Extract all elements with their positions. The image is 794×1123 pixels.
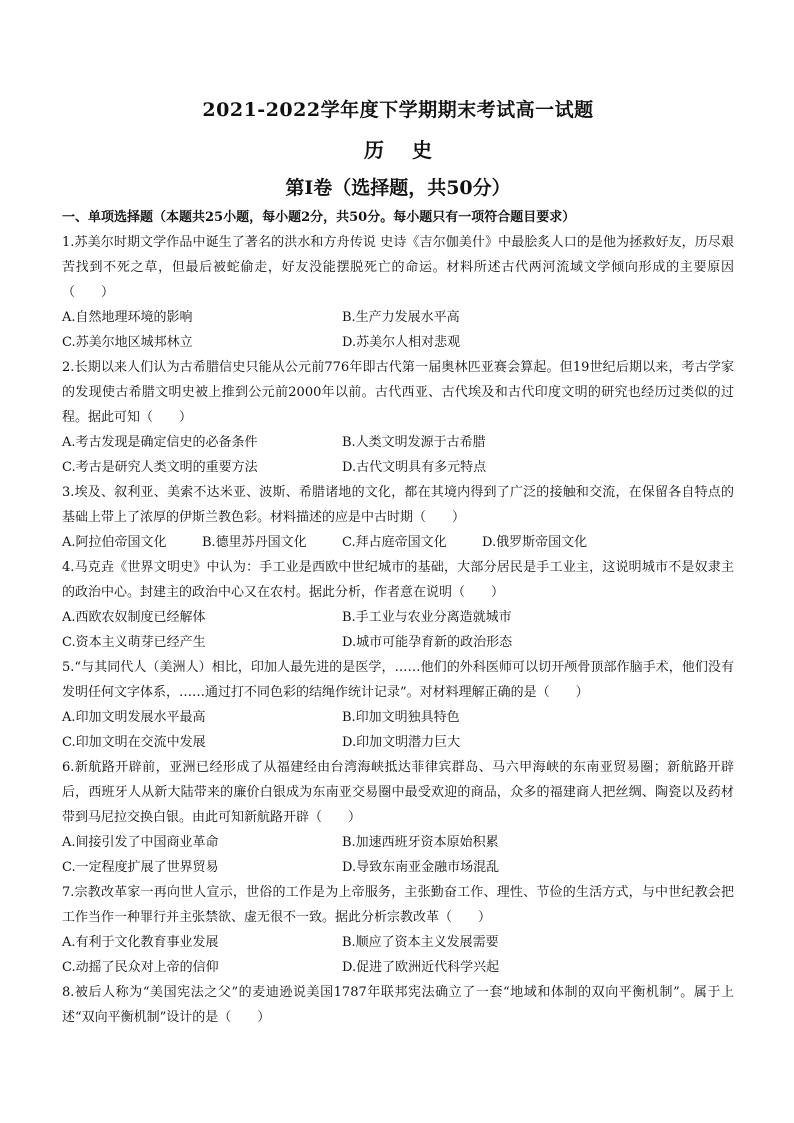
- option-c: C.考古是研究人类文明的重要方法: [62, 460, 258, 475]
- question-4-options: [62, 605, 734, 655]
- question-6-options: [62, 830, 734, 880]
- option-a: A.自然地理环境的影响: [62, 310, 193, 325]
- subject-char-2: 史: [412, 138, 432, 162]
- question-8-stem: 8.被后人称为“美国宪法之父”的麦迪逊说美国1787年联邦宪法确立了一套“地域和体制的双向平衡机制”。属于上述“双向平衡机制”设计的是（ ）: [62, 985, 734, 1025]
- option-c: C.印加文明在交流中发展: [62, 735, 206, 750]
- question-7-stem: 7.宗教改革家一再向世人宣示，世俗的工作是为上帝服务，主张勤奋工作、理性、节俭的生活方式，与中世纪教会把工作当作一种罪行并主张禁欲、虚无很不一致。据此分析宗教改革（ ）: [62, 885, 734, 925]
- option-a: A.西欧农奴制度已经解体: [62, 610, 206, 625]
- question-2-options: [62, 430, 734, 480]
- option-d: D.印加文明潜力巨大: [342, 735, 461, 750]
- exam-title: 2021-2022学年度下学期期末考试高一试题: [202, 99, 594, 121]
- option-d: D.促进了欧洲近代科学兴起: [342, 960, 500, 975]
- option-b: B.生产力发展水平高: [342, 310, 460, 325]
- section-heading: 一、单项选择题（本题共25小题，每小题2分，共50分。每小题只有一项符合题目要求）: [62, 210, 576, 225]
- question-3-options: [62, 530, 734, 555]
- option-c: C.苏美尔地区城邦林立: [62, 335, 193, 350]
- option-c: C.一定程度扩展了世界贸易: [62, 860, 219, 875]
- option-b: B.人类文明发源于古希腊: [342, 435, 486, 450]
- option-c: C.拜占庭帝国文化: [342, 535, 447, 550]
- option-b: B.顺应了资本主义发展需要: [342, 935, 499, 950]
- question-1-options: [62, 305, 734, 355]
- question-4-stem: 4.马克垚《世界文明史》中认为：手工业是西欧中世纪城市的基础，大部分居民是手工业主，这说明城市不是奴隶主的政治中心。封建主的政治中心又在农村。据此分析，作者意在说明（ ）: [62, 560, 734, 600]
- question-2-stem: 2.长期以来人们认为古希腊信史只能从公元前776年即古代第一届奥林匹亚赛会算起。但19世纪后期以来，考古学家的发现使古希腊文明史被上推到公元前2000年以前。古代西亚、古代埃及和古代印度文明的研究也经历过类似的过程。据此可知（ ）: [62, 360, 734, 425]
- subject-char-1: 历: [364, 138, 384, 162]
- option-a: A.间接引发了中国商业革命: [62, 835, 219, 850]
- option-a: A.阿拉伯帝国文化: [62, 535, 167, 550]
- exam-page: [62, 96, 734, 1030]
- option-a: A.印加文明发展水平最高: [62, 710, 206, 725]
- option-d: D.苏美尔人相对悲观: [342, 335, 461, 350]
- option-c: C.资本主义萌芽已经产生: [62, 635, 206, 650]
- question-3-stem: 3.埃及、叙利亚、美索不达米亚、波斯、希腊诸地的文化，都在其境内得到了广泛的接触和交流，在保留各自特点的基础上带上了浓厚的伊斯兰教色彩。材料描述的应是中古时期（ ）: [62, 485, 734, 525]
- option-d: D.俄罗斯帝国文化: [482, 535, 588, 550]
- subject-heading: [62, 136, 734, 164]
- question-5-options: [62, 705, 734, 755]
- question-5-stem: 5.“与其同代人（美洲人）相比，印加人最先进的是医学，……他们的外科医师可以切开颅骨顶部作脑手术，他们没有发明任何文字体系，……通过打不同色彩的结绳作统计记录”。对材料理解正确的是（ ）: [62, 660, 734, 700]
- option-c: C.动摇了民众对上帝的信仰: [62, 960, 219, 975]
- question-1-stem: 1.苏美尔时期文学作品中诞生了著名的洪水和方舟传说 史诗《吉尔伽美什》中最脍炙人口的是他为拯救好友，历尽艰苦找到不死之草，但最后被蛇偷走，好友没能摆脱死亡的命运。材料所述古代两河流域文学倾向形成的主要原因（ ）: [62, 235, 734, 300]
- question-6-stem: 6.新航路开辟前，亚洲已经形成了从福建经由台湾海峡抵达菲律宾群岛、马六甲海峡的东南亚贸易圈；新航路开辟后，西班牙人从新大陆带来的廉价白银成为东南亚交易圈中最受欢迎的商品，众多的福建商人把丝绸、陶瓷以及药材带到马尼拉交换白银。由此可知新航路开辟（ ）: [62, 760, 734, 825]
- question-7-options: [62, 930, 734, 980]
- option-b: B.手工业与农业分离造就城市: [342, 610, 512, 625]
- option-d: D.导致东南亚金融市场混乱: [342, 860, 500, 875]
- option-b: B.加速西班牙资本原始积累: [342, 835, 499, 850]
- option-d: D.古代文明具有多元特点: [342, 460, 487, 475]
- option-b: B.印加文明独具特色: [342, 710, 460, 725]
- option-d: D.城市可能孕育新的政治形态: [342, 635, 513, 650]
- volume-heading: 第Ⅰ卷（选择题，共50分）: [285, 177, 511, 199]
- option-a: A.有利于文化教育事业发展: [62, 935, 219, 950]
- option-b: B.德里苏丹国文化: [202, 535, 307, 550]
- option-a: A.考古发现是确定信史的必备条件: [62, 435, 258, 450]
